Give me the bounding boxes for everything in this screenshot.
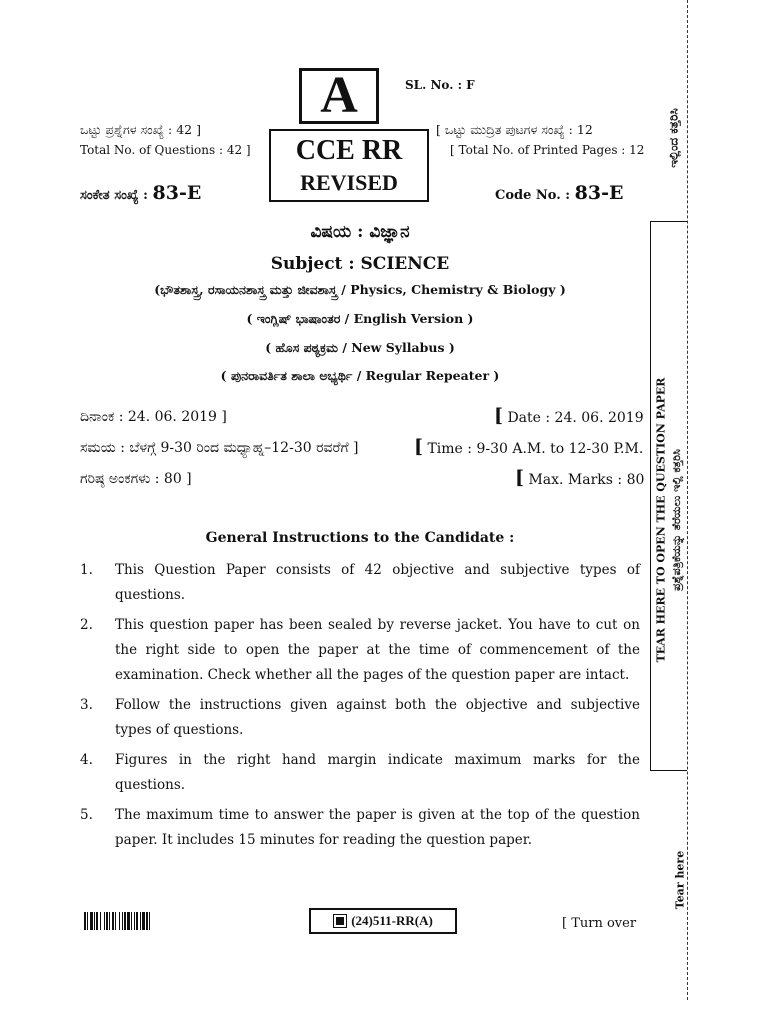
time-en-row: [ Time : 9-30 A.M. to 12-30 P.M. (414, 436, 644, 458)
instruction-text: This question paper has been sealed by reverse jacket. You have to cut on the right side to open the paper at the time of commencement of the examination. Check whether all the pages of the question paper are intact. (115, 617, 640, 683)
code-value-right: 83-E (574, 182, 624, 204)
subject-branches: (ಭೌತಶಾಸ್ತ್ರ, ರಸಾಯನಶಾಸ್ತ್ರ ಮತ್ತು ಜೀವಶಾಸ್ತ್ರ / Physics, Chemistry & Biology ) (154, 282, 566, 297)
serial-number: SL. No. : F (405, 78, 475, 92)
instruction-number: 3. (80, 697, 93, 713)
instruction-text: Figures in the right hand margin indicate maximum marks for the questions. (115, 752, 640, 793)
barcode (84, 912, 259, 930)
instruction-item (80, 693, 640, 743)
code-label-en: Code No. : (495, 188, 571, 203)
set-letter-box (299, 68, 379, 124)
instruction-item (80, 558, 640, 608)
tear-here-bottom: Tear here (673, 850, 687, 910)
code-label-kn: ಸಂಕೇತ ಸಂಖ್ಯೆ : (80, 188, 148, 203)
max-marks-en: Max. Marks : 80 (528, 472, 645, 488)
max-marks-kn: ಗರಿಷ್ಠ ಅಂಕಗಳು : 80 ] (80, 471, 192, 487)
instruction-item (80, 613, 640, 688)
code-value-left: 83-E (152, 182, 202, 204)
qr-code-icon (333, 914, 347, 928)
total-questions-en: Total No. of Questions : 42 ] (80, 143, 251, 157)
cut-here-kn: ಇಲ್ಲಿಂದ ಕತ್ತರಿಸಿ (666, 108, 681, 168)
code-number-kn (80, 182, 201, 204)
total-pages-en: [ Total No. of Printed Pages : 12 (450, 143, 645, 157)
instructions-list (80, 558, 640, 858)
instruction-number: 4. (80, 752, 93, 768)
syllabus-line: ( ಹೊಸ ಪಠ್ಯಕ್ರಮ / New Syllabus ) (265, 340, 455, 355)
paper-code: (24)511-RR(A) (351, 913, 433, 928)
instruction-text: The maximum time to answer the paper is given at the top of the question paper. It includes 15 minutes for reading the question paper. (115, 807, 640, 848)
code-number-en (495, 182, 623, 204)
tear-here-label-en: TEAR HERE TO OPEN THE QUESTION PAPER (654, 377, 668, 663)
max-marks-en-row: [ Max. Marks : 80 (515, 467, 645, 489)
total-questions-kn: ಒಟ್ಟು ಪ್ರಶ್ನೆಗಳ ಸಂಖ್ಯೆ : 42 ] (80, 122, 201, 137)
instruction-item (80, 803, 640, 853)
total-pages-kn: [ ಒಟ್ಟು ಮುದ್ರಿತ ಪುಟಗಳ ಸಂಖ್ಯೆ : 12 (436, 122, 593, 137)
exam-title-box (269, 129, 429, 202)
exam-title: CCE RR (295, 135, 403, 166)
tear-here-label-kn: ಪ್ರಶ್ನೆಪತ್ರಿಕೆಯನ್ನು ತೆರೆಯಲು ಇಲ್ಲಿ ಕತ್ತರಿಸಿ (670, 449, 683, 591)
paper-code-box (309, 908, 457, 934)
set-letter: A (320, 67, 358, 124)
turn-over-label: [ Turn over (562, 916, 637, 931)
subject-title-kn: ವಿಷಯ : ವಿಜ್ಞಾನ (310, 222, 410, 242)
time-en: Time : 9-30 A.M. to 12-30 P.M. (427, 441, 644, 457)
date-en: Date : 24. 06. 2019 (507, 410, 644, 426)
date-kn: ದಿನಾಂಕ : 24. 06. 2019 ] (80, 409, 227, 425)
instruction-text: This Question Paper consists of 42 objective and subjective types of questions. (115, 562, 640, 603)
instruction-number: 1. (80, 562, 93, 578)
instruction-item (80, 748, 640, 798)
date-en-row: [ Date : 24. 06. 2019 (494, 405, 644, 427)
instruction-number: 2. (80, 617, 93, 633)
instructions-title: General Instructions to the Candidate : (205, 530, 515, 546)
version-line: ( ಇಂಗ್ಲಿಷ್ ಭಾಷಾಂತರ / English Version ) (246, 311, 474, 326)
instruction-number: 5. (80, 807, 93, 823)
subject-title-en: Subject : SCIENCE (270, 254, 450, 274)
cut-line[interactable] (687, 0, 688, 1000)
exam-subtitle: REVISED (300, 170, 398, 195)
candidate-type-line: ( ಪುನರಾವರ್ತಿತ ಶಾಲಾ ಅಭ್ಯರ್ಥಿ / Regular Repeater ) (220, 368, 500, 383)
time-kn: ಸಮಯ : ಬೆಳಗ್ಗೆ 9-30 ರಿಂದ ಮಧ್ಯಾಹ್ನ–12-30 ರವರೆಗೆ ] (80, 440, 359, 456)
instruction-text: Follow the instructions given against both the objective and subjective types of questions. (115, 697, 640, 738)
